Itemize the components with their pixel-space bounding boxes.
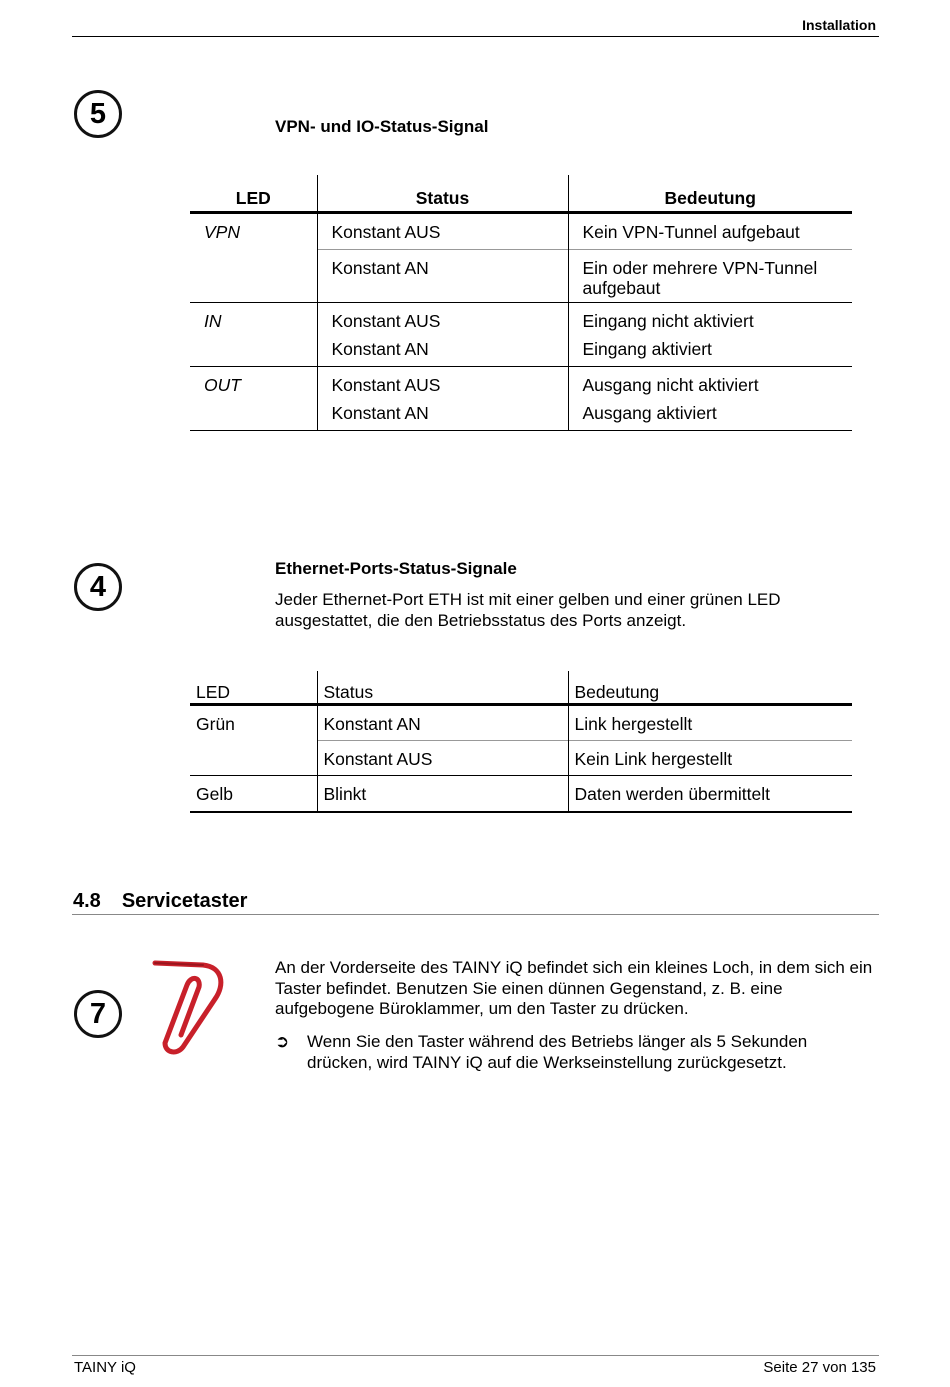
meaning-cell: Ausgang nicht aktiviert: [568, 367, 852, 400]
eth-section-description: Jeder Ethernet-Port ETH ist mit einer gelben und einer grünen LED ausgestattet, die den Betriebsstatus des Ports anzeigt.: [275, 590, 781, 630]
table-row: [190, 213, 852, 250]
callout-badge-number: 4: [89, 570, 107, 603]
meaning-cell: Daten werden übermittelt: [568, 776, 852, 813]
service-paragraph: An der Vorderseite des TAINY iQ befindet sich ein kleines Loch, in dem sich ein Taster befindet. Benutzen Sie einen dünnen Gegenstand, z. B. eine aufgebogene Büroklammer, um den Taster zu drücken.: [275, 958, 873, 1018]
callout-badge-4: [74, 563, 122, 611]
callout-badge-7: [74, 990, 122, 1038]
table-header-bedeutung: Bedeutung: [568, 671, 852, 705]
table-header-led: LED: [196, 682, 231, 702]
service-bullet-text: Wenn Sie den Taster während des Betriebs länger als 5 Sekunden drücken, wird TAINY iQ auf die Werkseinstellung zurückgesetzt.: [307, 1032, 808, 1072]
status-cell: Konstant AN: [317, 399, 568, 431]
section-number: 4.8: [73, 890, 101, 912]
meaning-cell: Eingang nicht aktiviert: [568, 303, 852, 336]
status-cell: Konstant AN: [317, 705, 568, 741]
ethernet-status-table: [190, 671, 852, 813]
table-header-bedeutung: Bedeutung: [568, 175, 852, 213]
section-title: Servicetaster: [121, 890, 248, 912]
table-row: [190, 367, 852, 400]
footer-page-number: Seite 27 von 135: [763, 1359, 876, 1376]
callout-badge-number: 7: [89, 997, 107, 1030]
vpn-status-table: [190, 175, 852, 431]
eth-section-title: Ethernet-Ports-Status-Signale: [275, 559, 517, 578]
meaning-cell: Kein Link hergestellt: [568, 741, 852, 776]
table-row: [190, 705, 852, 741]
status-cell: Konstant AUS: [317, 367, 568, 400]
meaning-cell: Ein oder mehrere VPN-Tunnel aufgebaut: [568, 250, 852, 303]
page-header-title: Installation: [802, 17, 876, 33]
meaning-cell: Eingang aktiviert: [568, 335, 852, 367]
status-cell: Konstant AN: [317, 335, 568, 367]
led-name: IN: [190, 303, 317, 367]
status-cell: Konstant AUS: [317, 741, 568, 776]
table-header-led: LED: [235, 188, 271, 208]
led-name: VPN: [190, 213, 317, 303]
table-header-status: Status: [317, 671, 568, 705]
vpn-section-title: VPN- und IO-Status-Signal: [275, 117, 489, 136]
footer-product: TAINY iQ: [74, 1359, 136, 1376]
led-name: Gelb: [196, 784, 233, 804]
callout-badge-5: [74, 90, 122, 138]
callout-badge-number: 5: [89, 97, 107, 130]
paperclip-icon: [145, 955, 230, 1055]
meaning-cell: Link hergestellt: [568, 705, 852, 741]
header-rule: [72, 36, 879, 37]
footer-rule: [72, 1355, 879, 1356]
meaning-cell: Kein VPN-Tunnel aufgebaut: [568, 213, 852, 250]
status-cell: Blinkt: [317, 776, 568, 813]
table-row: [190, 303, 852, 336]
section-heading: [73, 890, 247, 913]
table-row: [190, 776, 852, 813]
meaning-cell: Ausgang aktiviert: [568, 399, 852, 431]
table-header-status: Status: [317, 175, 568, 213]
led-name: Grün: [190, 705, 317, 776]
status-cell: Konstant AUS: [317, 303, 568, 336]
section-rule: [72, 914, 879, 915]
bullet-arrow-icon: ➲: [275, 1032, 290, 1051]
led-name: OUT: [190, 367, 317, 431]
status-cell: Konstant AN: [317, 250, 568, 303]
status-cell: Konstant AUS: [317, 213, 568, 250]
